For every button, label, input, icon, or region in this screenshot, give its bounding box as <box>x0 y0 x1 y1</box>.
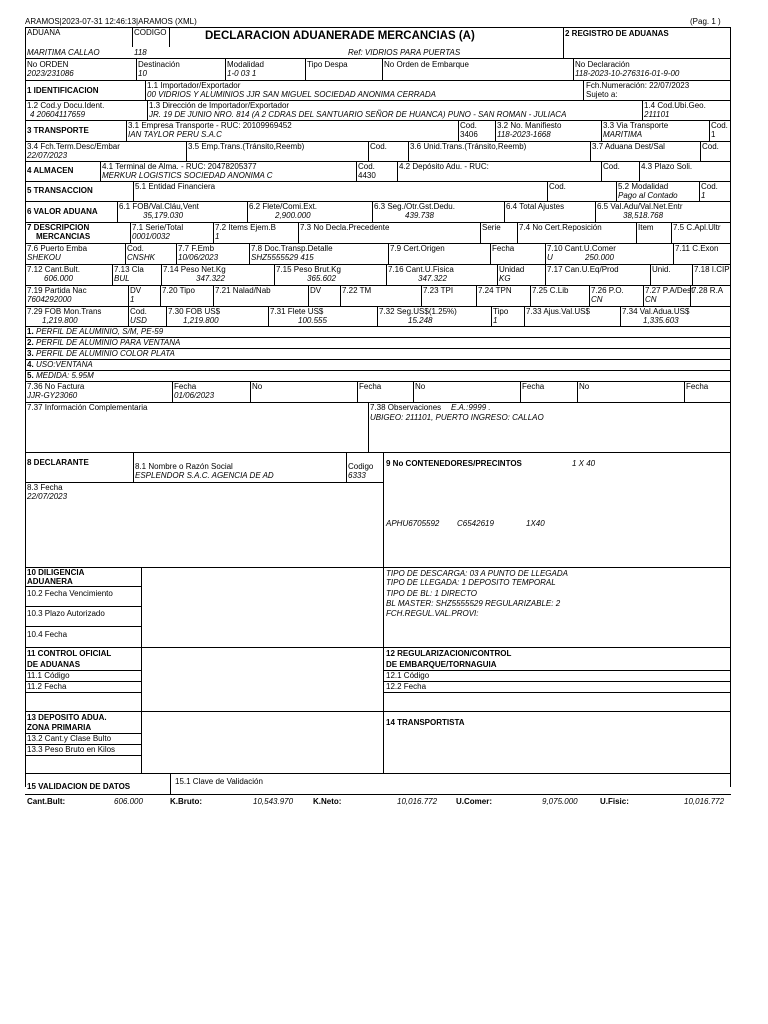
note-line: BL MASTER: SHZ5555529 REGULARIZABLE: 2 <box>386 599 561 608</box>
modalidad-value: 1-0 03 1 <box>227 69 257 78</box>
transporte-cod-label: Cod. <box>460 121 477 130</box>
no-declaracion-value: 118-2023-10-276316-01-9-00 <box>575 69 680 78</box>
partida-value: 7604292000 <box>27 295 72 304</box>
dv1-label: DV <box>130 286 142 295</box>
nalad-label: 7.21 Nalad/Nab <box>215 286 271 295</box>
no-orden-value: 2023/231086 <box>27 69 74 78</box>
cant-fisica-label: 7.16 Cant.U.Fisica <box>388 265 454 274</box>
declarante-nombre-label: 8.1 Nombre o Razón Social <box>135 462 233 471</box>
section-transporte: 3 TRANSPORTE <box>27 126 89 135</box>
dv1-value: 1 <box>130 295 135 304</box>
regularizacion-codigo-label: 12.1 Código <box>386 671 430 680</box>
via-cod-value: 1 <box>711 130 716 139</box>
section-almacen: 4 ALMACEN <box>27 166 74 175</box>
importador-value: 00 VIDRIOS Y ALUMINIOS JJR SAN MIGUEL SOCIEDAD ANONIMA CERRADA <box>147 90 436 99</box>
page-number: (Pag. 1 ) <box>690 17 721 26</box>
line-text: PERFIL DE ALUMINIO PARA VENTANA <box>36 338 181 347</box>
serie-value: 0001/0032 <box>132 232 170 241</box>
line-number: 5. <box>27 371 34 380</box>
line-number: 3. <box>27 349 34 358</box>
peso-net-label: 7.14 Peso Net.Kg <box>163 265 226 274</box>
direccion-value: JR. 19 DE JUNIO NRO. 814 (A 2 CDRAS DEL SANTUARIO SEÑOR DE HUANCA) PUNO - SAN ROMAN - JULIACA <box>149 110 567 119</box>
fch-term-label: 3.4 Fch.Term.Desc/Embar <box>27 142 120 151</box>
total-value: 9,075.000 <box>542 797 578 806</box>
line-text: USO:VENTANA <box>36 360 93 369</box>
ajus-label: 7.33 Ajus.Val.US$ <box>526 307 590 316</box>
pa-label: 7.27 P.A/Dest <box>645 286 694 295</box>
plazo-label: 4.3 Plazo Soli. <box>641 162 693 171</box>
serie2-label: Serie <box>482 223 501 232</box>
fob-us-value: 1,219.800 <box>183 316 219 325</box>
peso-brut-label: 7.15 Peso Brut.Kg <box>276 265 341 274</box>
fob-label: 6.1 FOB/Val.Cláu,Vent <box>119 202 199 211</box>
fob-mon-label: 7.29 FOB Mon.Trans <box>27 307 102 316</box>
declarante-fecha-value: 22/07/2023 <box>27 492 68 501</box>
item-label: Item <box>638 223 654 232</box>
observaciones-ubigeo: UBIGEO: 211101, PUERTO INGRESO: CALLAO <box>370 413 544 422</box>
document-title: DECLARACION ADUANERADE MERCANCIAS (A) <box>205 30 475 42</box>
puerto-label: 7.6 Puerto Emba <box>27 244 88 253</box>
cert-reposicion-label: 7.4 No Cert.Reposición <box>519 223 602 232</box>
direccion-label: 1.3 Dirección de Importador/Exportador <box>149 101 290 110</box>
tpi-label: 7.23 TPI <box>423 286 454 295</box>
factura-fecha-value: 01/06/2023 <box>174 391 215 400</box>
almacen-cod-value: 4430 <box>358 171 376 180</box>
puerto-value: SHEKOU <box>27 253 61 262</box>
flete-value: 2,900.000 <box>275 211 311 220</box>
section-mercancias: MERCANCIAS <box>36 232 91 241</box>
terminal-label: 4.1 Terminal de Alma. - RUC: 20478205377 <box>102 162 257 171</box>
total-value: 10,016.772 <box>397 797 438 806</box>
total-label: Cant.Bult: <box>27 797 66 806</box>
ajustes-label: 6.4 Total Ajustes <box>506 202 565 211</box>
system-header: ARAMOS|2023-07-31 12:46:13|ARAMOS (XML) <box>25 17 197 26</box>
entidad-label: 5.1 Entidad Financiera <box>135 182 216 191</box>
items-value: 1 <box>215 232 220 241</box>
peso-bruto-kilos-label: 13.3 Peso Bruto en Kilos <box>27 745 116 754</box>
dv2-label: DV <box>310 286 322 295</box>
ubigeo-value: 211101 <box>644 110 670 119</box>
terminal-value: MERKUR LOGISTICS SOCIEDAD ANONIMA C <box>102 171 273 180</box>
puerto-cod-label: Cod. <box>127 244 144 253</box>
section-identificacion: 1 IDENTIFICACION <box>27 86 99 95</box>
fecha-b-label: Fecha <box>522 382 545 391</box>
entidad-cod-label: Cod. <box>549 182 566 191</box>
serie-label: 7.1 Serie/Total <box>132 223 184 232</box>
section-diligencia: 10 DILIGENCIA <box>27 568 85 577</box>
doc-transp-value: SHZ5555529 415 <box>251 253 314 262</box>
section-deposito: 13 DEPOSITO ADUA. <box>27 713 107 722</box>
clave-validacion-label: 15.1 Clave de Validación <box>175 777 263 786</box>
total-label: K.Bruto: <box>170 797 202 806</box>
section-regularizacion: 12 REGULARIZACION/CONTROL <box>386 649 512 658</box>
cod-doc-value: 4 20604117659 <box>30 110 86 119</box>
line-text: MEDIDA: 5.95M <box>36 371 94 380</box>
factura-label: 7.36 No Factura <box>27 382 85 391</box>
info-complementaria-label: 7.37 Información Complementaria <box>27 403 148 412</box>
via-cod-label: Cod. <box>711 121 728 130</box>
plazo-autorizado-label: 10.3 Plazo Autorizado <box>27 609 105 618</box>
total-label: U.Comer: <box>456 797 493 806</box>
destinacion-label: Destinación <box>138 60 180 69</box>
aduana-value: MARITIMA CALLAO <box>27 48 100 57</box>
line-text: PERFIL DE ALUMINIO, S/M, PE-59 <box>36 327 164 336</box>
cert-origen-label: 7.9 Cert.Origen <box>390 244 445 253</box>
seal-id: C6542619 <box>457 519 494 528</box>
modalidad-label: Modalidad <box>227 60 264 69</box>
peso-brut-value: 365.602 <box>307 274 336 283</box>
val-adu-value: 38,518.768 <box>623 211 664 220</box>
regularizacion-fecha-label: 12.2 Fecha <box>386 682 427 691</box>
val-adu-label: 6.5 Val.Adu/Val.Net.Entr <box>597 202 683 211</box>
po-value: CN <box>591 295 603 304</box>
po-label: 7.26 P.O. <box>591 286 624 295</box>
transaccion-cod-value: 1 <box>701 191 706 200</box>
femb-value: 10/06/2023 <box>178 253 219 262</box>
transporte-cod-value: 3406 <box>460 130 478 139</box>
cla-value: BUL <box>114 274 130 283</box>
transaccion-modalidad-value: Pago al Contado <box>618 191 678 200</box>
fecha-vencimiento-label: 10.2 Fecha Vencimiento <box>27 589 113 598</box>
cod-doc-label: 1.2 Cod.y Docu.Ident. <box>27 101 105 110</box>
fob-mon-value: 1,219.800 <box>42 316 78 325</box>
cant-comer-value: 250.000 <box>585 253 614 262</box>
no-orden-label: No ORDEN <box>27 60 69 69</box>
total-value: 10,543.970 <box>253 797 294 806</box>
deposito-label: 4.2 Depósito Adu. - RUC: <box>399 162 489 171</box>
contenedores-count: 1 X 40 <box>572 459 596 468</box>
factura-fecha-label: Fecha <box>174 382 197 391</box>
aduana-dest-cod-label: Cod. <box>702 142 719 151</box>
line-number: 4. <box>27 360 34 369</box>
transaccion-cod-label: Cod. <box>701 182 718 191</box>
section-control-oficial: 11 CONTROL OFICIAL <box>27 649 112 658</box>
fch-term-value: 22/07/2023 <box>27 151 68 160</box>
exon-label: 7.11 C.Exon <box>675 244 719 253</box>
section-descripcion: 7 DESCRIPCION <box>27 223 90 232</box>
diligencia-fecha-label: 10.4 Fecha <box>27 630 68 639</box>
importador-label: 1.1 Importador/Exportador <box>147 81 241 90</box>
manifiesto-label: 3.2 No. Manifiesto <box>497 121 562 130</box>
ra-label: 7.28 R.A <box>692 286 724 295</box>
registro-aduanas: 2 REGISTRO DE ADUANAS <box>565 29 669 38</box>
cant-comer-unit: U <box>547 253 553 262</box>
cant-clase-bulto-label: 13.2 Cant.y Clase Bulto <box>27 734 112 743</box>
section-transportista: 14 TRANSPORTISTA <box>386 718 465 727</box>
moneda-cod-label: Cod. <box>130 307 147 316</box>
total-label: U.Fisic: <box>600 797 629 806</box>
flete-us-value: 100.555 <box>298 316 327 325</box>
manifiesto-value: 118-2023-1668 <box>497 130 551 139</box>
note-line: TIPO DE DESCARGA: 03 A PUNTO DE LLEGADA <box>386 569 568 578</box>
tipo2-label: Tipo <box>493 307 509 316</box>
deposito-cod-label: Cod. <box>603 162 620 171</box>
declarante-codigo-label: Codigo <box>348 462 374 471</box>
val-adua-label: 7.34 Val.Adua.US$ <box>622 307 690 316</box>
line-number: 1. <box>27 327 34 336</box>
codigo-value: 118 <box>134 48 147 57</box>
section-zona-primaria: ZONA PRIMARIA <box>27 723 92 732</box>
aduana-dest-label: 3.7 Aduana Dest/Sal <box>592 142 665 151</box>
no-b-label: No <box>415 382 426 391</box>
transaccion-modalidad-label: 5.2 Modalidad <box>618 182 669 191</box>
fecha-numeracion: Fch.Numeración: 22/07/2023 <box>586 81 690 90</box>
seg-us-value: 15.248 <box>408 316 433 325</box>
fecha-a-label: Fecha <box>359 382 382 391</box>
cant-bult-value: 606.000 <box>44 274 73 283</box>
total-value: 10,016.772 <box>684 797 725 806</box>
unidad-label: Unidad <box>499 265 525 274</box>
tipo-label: 7.20 Tipo <box>162 286 195 295</box>
tipo2-value: 1 <box>493 316 498 325</box>
tipo-despa-label: Tipo Despa <box>307 60 348 69</box>
femb-label: 7.7 F.Emb <box>178 244 215 253</box>
clib-label: 7.25 C.Lib <box>532 286 569 295</box>
empresa-transporte-label: 3.1 Empresa Transporte - RUC: 20109969452 <box>128 121 292 130</box>
cant-fisica-value: 347.322 <box>418 274 447 283</box>
cant-bult-label: 7.12 Cant.Bult. <box>27 265 80 274</box>
via-transporte-value: MARITIMA <box>603 130 643 139</box>
declarante-nombre-value: ESPLENDOR S.A.C. AGENCIA DE AD <box>135 471 274 480</box>
seguro-label: 6.3 Seg./Otr.Gst.Dedu. <box>374 202 455 211</box>
puerto-cod-value: CNSHK <box>127 253 156 262</box>
section-validacion: 15 VALIDACION DE DATOS <box>27 782 131 791</box>
unid-trans-label: 3.6 Unid.Trans.(Tránsito,Reemb) <box>410 142 527 151</box>
no-a-label: No <box>252 382 263 391</box>
container-id: APHU6705592 <box>386 519 440 528</box>
apl-ultr-label: 7.5 C.Apl.Ultr <box>673 223 721 232</box>
no-declaracion-label: No Declaración <box>575 60 630 69</box>
cant-comer-label: 7.10 Cant.U.Comer <box>547 244 616 253</box>
total-value: 606.000 <box>114 797 143 806</box>
partida-label: 7.19 Partida Nac <box>27 286 87 295</box>
contenedores-title: 9 No CONTENEDORES/PRECINTOS <box>386 459 522 468</box>
declarante-fecha-label: 8.3 Fecha <box>27 483 63 492</box>
sujeto-a: Sujeto a: <box>586 90 618 99</box>
control-codigo-label: 11.1 Código <box>27 671 70 680</box>
unid-label: Unid. <box>652 265 671 274</box>
control-fecha-label: 11.2 Fecha <box>27 682 67 691</box>
doc-transp-label: 7.8 Doc.Transp.Detalle <box>251 244 333 253</box>
codigo-label: CODIGO <box>134 28 167 37</box>
cert-fecha-label: Fecha <box>492 244 515 253</box>
items-label: 7.2 Items Ejem.B <box>215 223 276 232</box>
cant-eq-label: 7.17 Can.U.Eq/Prod <box>547 265 619 274</box>
note-line: TIPO DE BL: 1 DIRECTO <box>386 589 477 598</box>
section-embarque: DE EMBARQUE/TORNAGUIA <box>386 660 497 669</box>
tm-label: 7.22 TM <box>342 286 372 295</box>
peso-net-value: 347.322 <box>196 274 225 283</box>
fob-value: 35,179.030 <box>143 211 184 220</box>
icip-label: 7.18 I.CIP <box>694 265 730 274</box>
almacen-cod-label: Cod. <box>358 162 375 171</box>
aduana-label: ADUANA <box>27 28 61 37</box>
flete-label: 6.2 Flete/Comi.Ext. <box>249 202 318 211</box>
section-transaccion: 5 TRANSACCION <box>27 186 93 195</box>
cla-label: 7.13 Cla <box>114 265 144 274</box>
total-label: K.Neto: <box>313 797 342 806</box>
section-valor-aduana: 6 VALOR ADUANA <box>27 207 98 216</box>
emp-trans-cod-label: Cod. <box>370 142 387 151</box>
line-text: PERFIL DE ALUMINIO COLOR PLATA <box>36 349 175 358</box>
observaciones-ea: E.A.:9999 . <box>451 403 491 412</box>
pa-value: CN <box>645 295 657 304</box>
line-number: 2. <box>27 338 34 347</box>
embarque-label: No Orden de Embarque <box>384 60 469 69</box>
no-c-label: No <box>579 382 590 391</box>
via-transporte-label: 3.3 Via Transporte <box>603 121 669 130</box>
empresa-transporte-value: IAN TAYLOR PERU S.A.C <box>128 130 222 139</box>
observaciones-label: 7.38 Observaciones <box>370 403 442 412</box>
destinacion-value: 10 <box>138 69 147 78</box>
container-size: 1X40 <box>526 519 545 528</box>
fecha-c-label: Fecha <box>686 382 709 391</box>
fob-us-label: 7.30 FOB US$ <box>168 307 221 316</box>
declarante-codigo-value: 6333 <box>348 471 366 480</box>
section-de-aduanas: DE ADUANAS <box>27 660 81 669</box>
factura-value: JJR-GY23060 <box>27 391 78 400</box>
moneda-cod-value: USD <box>130 316 147 325</box>
note-line: TIPO DE LLEGADA: 1 DEPOSITO TEMPORAL <box>386 578 556 587</box>
seguro-value: 439.738 <box>405 211 434 220</box>
decla-precedente-label: 7.3 No Decla.Precedente <box>300 223 390 232</box>
section-declarante: 8 DECLARANTE <box>27 458 89 467</box>
ubigeo-label: 1.4 Cod.Ubi.Geo. <box>644 101 706 110</box>
emp-trans-label: 3.5 Emp.Trans.(Tránsito,Reemb) <box>188 142 305 151</box>
unidad-value: KG <box>499 274 511 283</box>
section-aduanera: ADUANERA <box>27 577 73 586</box>
note-line: FCH.REGUL.VAL.PROVI: <box>386 609 479 618</box>
val-adua-value: 1,335.603 <box>643 316 679 325</box>
reference: Ref: VIDRIOS PARA PUERTAS <box>348 48 461 57</box>
tpn-label: 7.24 TPN <box>478 286 512 295</box>
seg-us-label: 7.32 Seg.US$(1.25%) <box>379 307 457 316</box>
flete-us-label: 7.31 Flete US$ <box>270 307 324 316</box>
